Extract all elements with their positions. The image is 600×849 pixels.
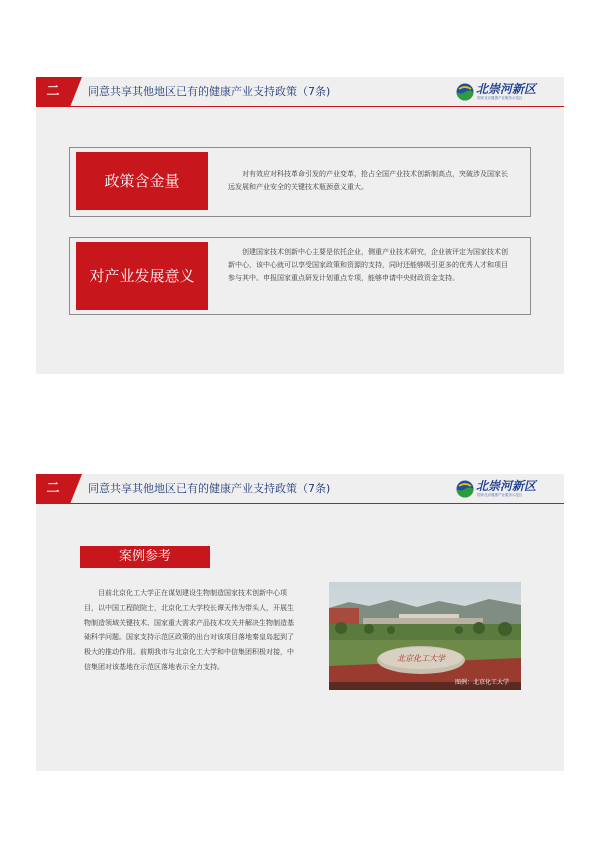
logo-mark-icon xyxy=(456,83,474,101)
section-number: 二 xyxy=(46,84,60,99)
card-tag: 政策含金量 xyxy=(76,152,208,210)
section-number-badge xyxy=(36,77,70,107)
logo xyxy=(456,81,538,103)
card-tag: 对产业发展意义 xyxy=(76,242,208,310)
section-number: 二 xyxy=(46,481,60,496)
campus-photo-image xyxy=(329,582,521,690)
slide-header xyxy=(36,77,564,107)
logo-name: 北崇河新区 xyxy=(476,82,537,96)
header-divider xyxy=(70,503,564,504)
card-description: 创建国家技术创新中心主要是依托企业，侧重产业技术研究，企业被评定为国家技术创新中心，该中心就可以享受国家政策和资源的支持，同时还能够吸引更多的优秀人才和项目参与其中。申报国家重点研发计划重点专项，能够申请中央财政资金支持。 xyxy=(228,248,508,282)
slide-title: 同意共享其他地区已有的健康产业支持政策（7条) xyxy=(88,85,331,98)
slide-title: 同意共享其他地区已有的健康产业支持政策（7条) xyxy=(88,482,331,495)
slide-1 xyxy=(36,77,564,374)
header-divider xyxy=(70,106,564,107)
slide-header xyxy=(36,474,564,504)
industry-significance-card xyxy=(69,237,531,315)
case-description: 目前北京化工大学正在谋划建设生物制造国家技术创新中心项目，以中国工程院院士，北京化工大学校长谭天伟为带头人，开展生物制造领域关键技术、国家重大需求产品技术攻关并解决生物制造基础科学问题。国家支持示范区政策的出台对该项目落地秦皇岛起到了极大的推动作用。前期我市与北京化工大学和中信集团积极对接，中信集团对该基地在示范区落地表示全力支持。 xyxy=(84,589,294,671)
logo-name: 北崇河新区 xyxy=(476,479,537,493)
photo-caption: 图例：北京化工大学 xyxy=(454,679,509,686)
logo xyxy=(456,478,538,500)
policy-value-card xyxy=(69,147,531,217)
logo-subtitle: 国家北京健康产业服务示范区 xyxy=(477,493,523,497)
card-description: 对有效应对科技革命引发的产业变革，抢占全国产业技术创新制高点，突破涉及国家长远发展和产业安全的关键技术瓶颈意义重大。 xyxy=(228,170,508,191)
slide-2 xyxy=(36,474,564,771)
campus-photo xyxy=(329,582,521,690)
section-number-badge xyxy=(36,474,70,504)
stone-inscription: 北京化工大学 xyxy=(397,654,445,663)
logo-subtitle: 国家北京健康产业服务示范区 xyxy=(477,96,523,100)
logo-mark-icon xyxy=(456,480,474,498)
case-reference-tag: 案例参考 xyxy=(80,546,210,568)
